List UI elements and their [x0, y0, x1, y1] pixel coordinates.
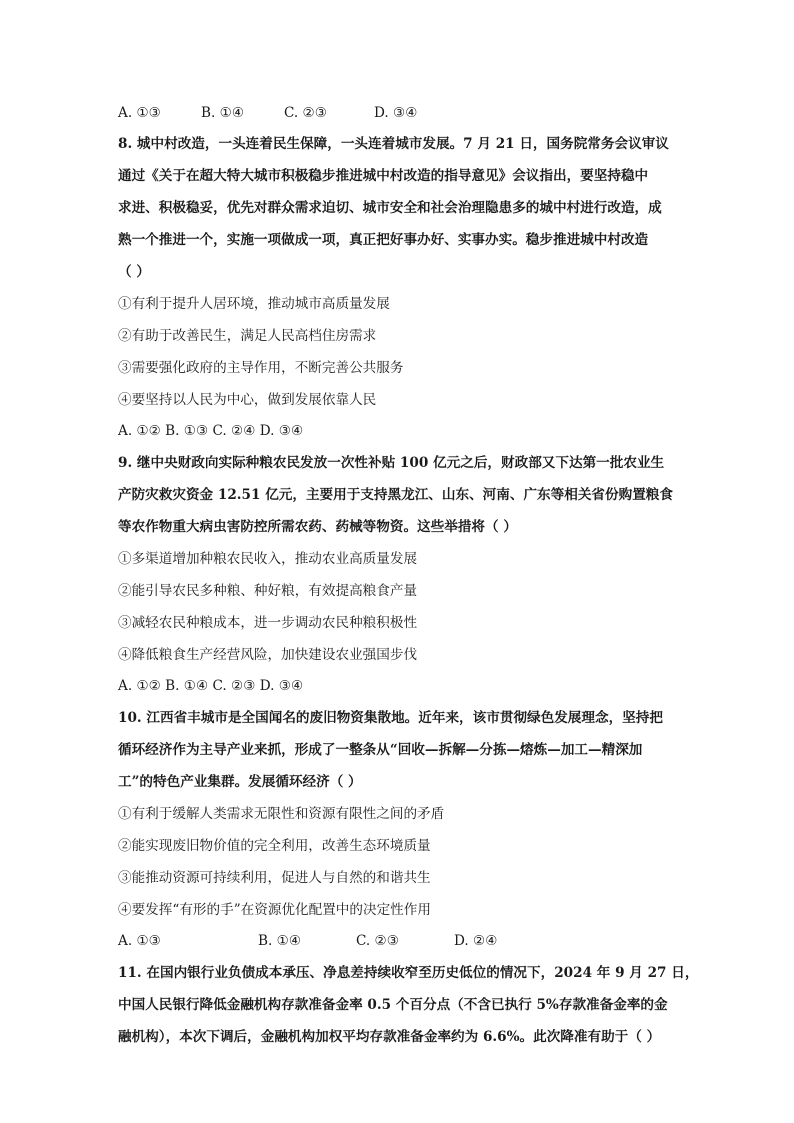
q8-option-1: ①有利于提升人居环境，推动城市高质量发展: [118, 296, 390, 312]
q10-choices: [118, 932, 497, 950]
choice-a: A. ①③: [118, 105, 161, 121]
q9-stem-line-3: 等农作物重大病虫害防控所需农药、药械等物资。这些举措将（ ）: [118, 519, 517, 535]
choice-b: B. ①④: [201, 105, 245, 121]
q10-choice-b: B. ①④: [258, 933, 302, 949]
q8-stem-line-5: （ ）: [118, 264, 150, 280]
choice-c: C. ②③: [284, 105, 327, 121]
q10-choice-c: C. ②③: [356, 933, 399, 949]
q8-stem-line-1: 8. 城中村改造，一头连着民生保障，一头连着城市发展。7 月 21 日，国务院常务会议审议: [118, 136, 669, 152]
q10-option-4: ④要发挥“有形的手”在资源优化配置中的决定性作用: [118, 902, 431, 918]
q9-option-4: ④降低粮食生产经营风险，加快建设农业强国步伐: [118, 647, 418, 663]
q10-option-2: ②能实现废旧物价值的完全利用，改善生态环境质量: [118, 838, 431, 854]
q10-choice-a: A. ①③: [118, 933, 161, 949]
q10-option-1: ①有利于缓解人类需求无限性和资源有限性之间的矛盾: [118, 806, 445, 822]
q8-option-2: ②有助于改善民生，满足人民高档住房需求: [118, 328, 377, 344]
q10-choice-d: D. ②④: [454, 933, 498, 949]
q11-stem-line-1: 11. 在国内银行业负债成本承压、净息差持续收窄至历史低位的情况下，2024 年 9 月 27 日，: [118, 965, 699, 981]
q8-stem-line-2: 通过《关于在超大特大城市积极稳步推进城中村改造的指导意见》会议指出，要坚持稳中: [118, 168, 649, 184]
q9-option-3: ③减轻农民种粮成本，进一步调动农民种粮积极性: [118, 615, 418, 631]
q8-stem-line-4: 熟一个推进一个，实施一项做成一项，真正把好事办好、实事办实。稳步推进城中村改造: [118, 232, 649, 248]
q11-stem-line-2: 中国人民银行降低金融机构存款准备金率 0.5 个百分点（不含已执行 5%存款准备金率的金: [118, 997, 668, 1013]
q9-option-1: ①多渠道增加种粮农民收入，推动农业高质量发展: [118, 551, 418, 567]
q8-option-4: ④要坚持以人民为中心，做到发展依靠人民: [118, 392, 377, 408]
q10-option-3: ③能推动资源可持续利用，促进人与自然的和谐共生: [118, 870, 431, 886]
q10-stem-line-3: 工”的特色产业集群。发展循环经济（ ）: [118, 774, 362, 790]
q8-choices: A. ①② B. ①③ C. ②④ D. ③④: [118, 423, 304, 439]
q10-stem-line-2: 循环经济作为主导产业来抓，形成了一整条从“回收—拆解—分拣—熔炼—加工—精深加: [118, 742, 643, 758]
choice-d: D. ③④: [374, 105, 418, 121]
q9-choices: A. ①② B. ①④ C. ②③ D. ③④: [118, 678, 304, 694]
q11-stem-line-3: 融机构），本次下调后，金融机构加权平均存款准备金率约为 6.6%。此次降准有助于（ ）: [118, 1029, 661, 1045]
q10-stem-line-1: 10. 江西省丰城市是全国闻名的废旧物资集散地。近年来，该市贯彻绿色发展理念，坚持把: [118, 710, 663, 726]
q9-stem-line-2: 产防灾救灾资金 12.51 亿元，主要用于支持黑龙江、山东、河南、广东等相关省份购置粮食: [118, 487, 673, 503]
q9-option-2: ②能引导农民多种粮、种好粮，有效提高粮食产量: [118, 583, 418, 599]
prev-question-choices: [118, 104, 417, 122]
q9-stem-line-1: 9. 继中央财政向实际种粮农民发放一次性补贴 100 亿元之后，财政部又下达第一批农业生: [118, 455, 665, 471]
q8-option-3: ③需要强化政府的主导作用，不断完善公共服务: [118, 360, 404, 376]
q8-stem-line-3: 求进、积极稳妥，优先对群众需求迫切、城市安全和社会治理隐患多的城中村进行改造，成: [118, 200, 662, 216]
